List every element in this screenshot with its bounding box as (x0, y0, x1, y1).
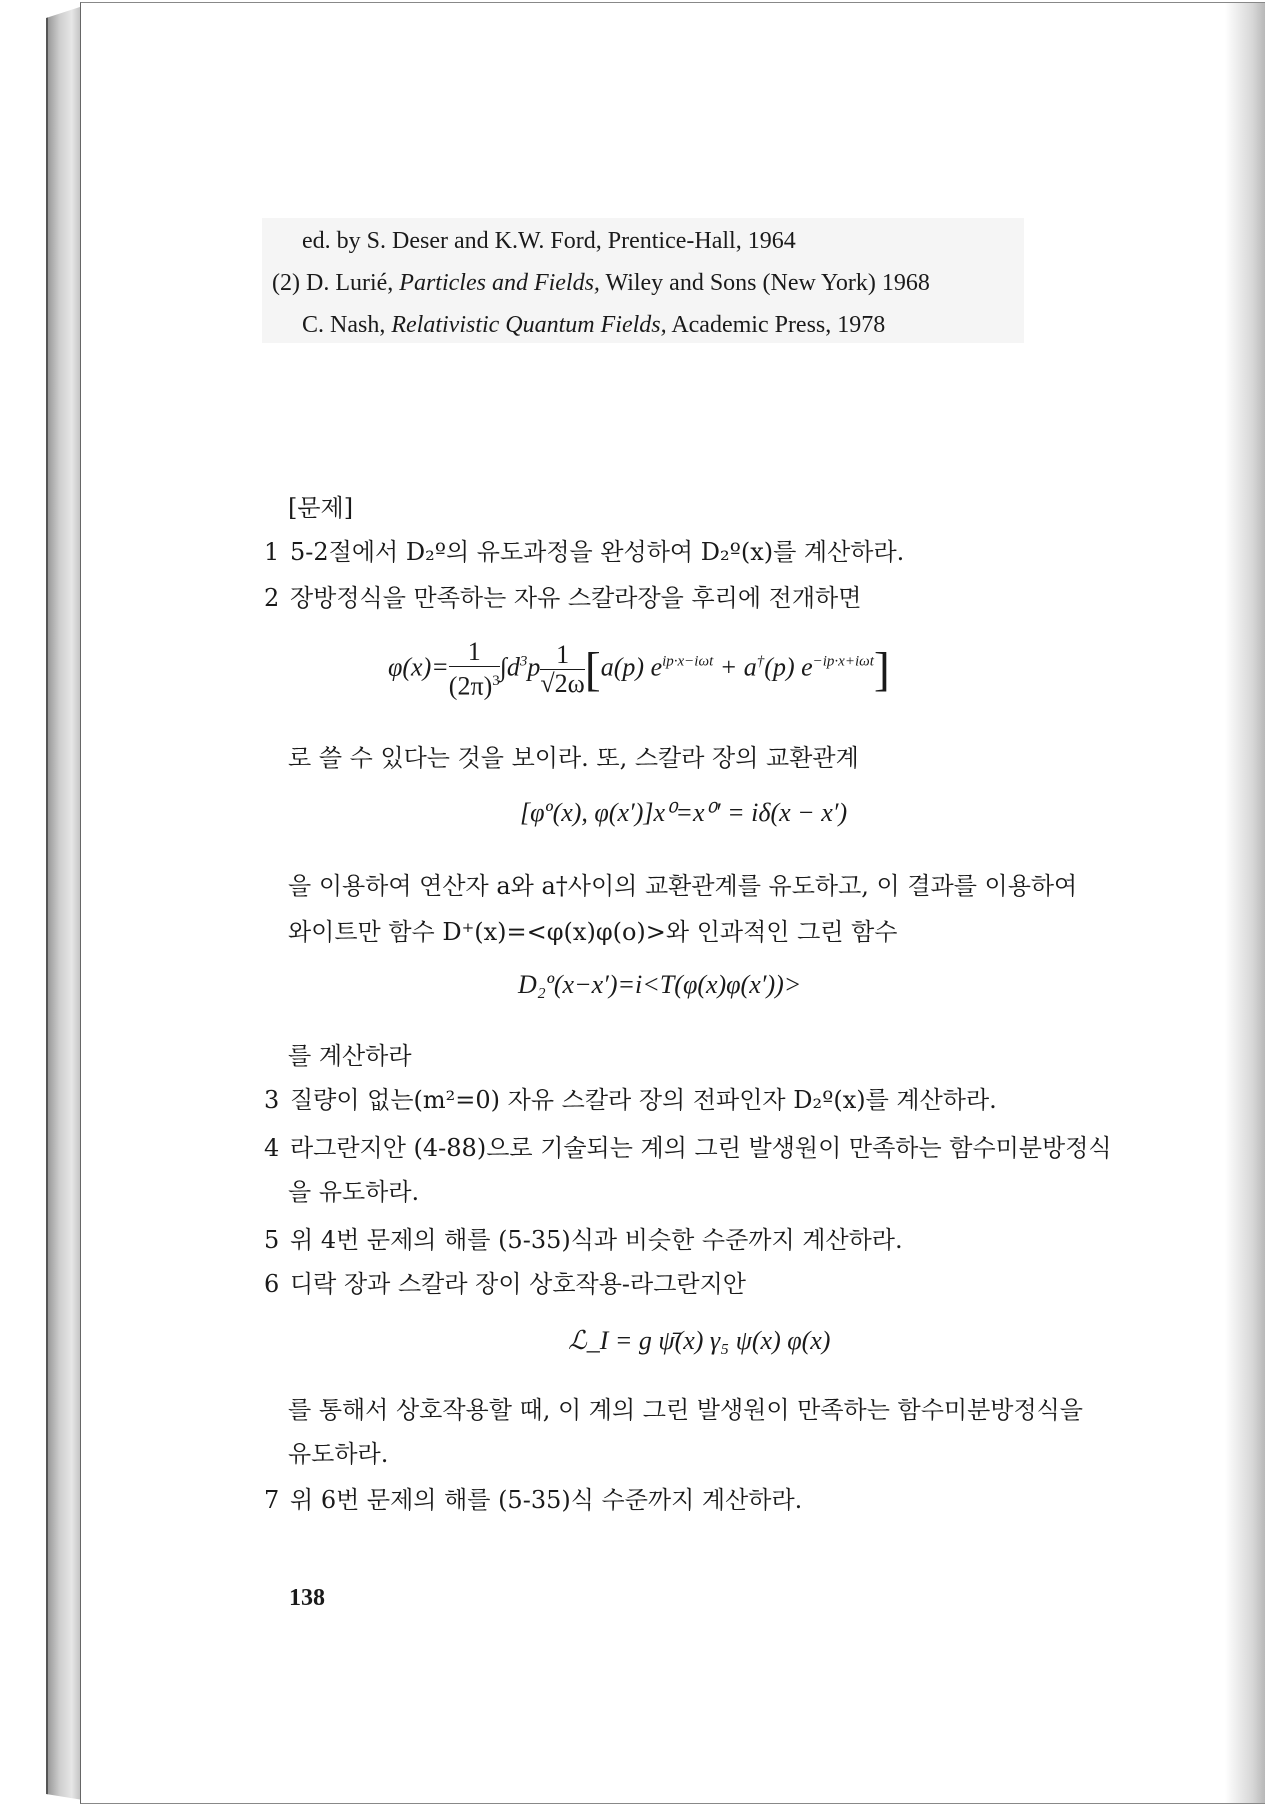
fourier-expansion-equation: φ(x)= $\frac{1}{(2\pi)^3}$ $\int d^3p$ $\frac{1}{√2\omega}$ [a(p) $e^{ip\cdot x-i\omega t} + a^\dagger(p)$ $e^{-ip\cdot x+i\omega t}$] (388, 637, 890, 701)
problem-5: 5 위 4번 문제의 해를 (5-35)식과 비슷한 수준까지 계산하라. (264, 1226, 903, 1254)
interaction-lagrangian-equation: ℒ_I = g ψ̄(x) γ₅ ψ(x) φ(x) (568, 1326, 831, 1355)
problem-1: 1 5-2절에서 D₂º의 유도과정을 완성하여 D₂º(x)를 계산하라. (264, 538, 905, 566)
green-function-equation: D₂º(x−x′)=i<T(φ(x)φ(x′))> (518, 970, 802, 999)
problem-2-text: 를 계산하라 (288, 1042, 412, 1070)
problem-3: 3 질량이 없는(m²=0) 자유 스칼라 장의 전파인자 D₂º(x)를 계산하라. (264, 1086, 997, 1114)
problem-2: 2 장방정식을 만족하는 자유 스칼라장을 후리에 전개하면 (264, 584, 862, 612)
commutation-relation-equation: [φº(x), φ(x′)]x⁰=x⁰′ = iδ(x − x′) (520, 798, 848, 827)
book-spine (46, 6, 83, 1800)
problems-heading: [문제] (288, 494, 354, 522)
problem-4-text: 을 유도하라. (288, 1178, 420, 1206)
problem-7: 7 위 6번 문제의 해를 (5-35)식 수준까지 계산하라. (264, 1486, 803, 1514)
page-number: 138 (289, 1585, 325, 1611)
problem-4: 4 라그란지안 (4-88)으로 기술되는 계의 그린 발생원이 만족하는 함수미분방정식 (264, 1134, 1112, 1162)
reference-line: C. Nash, Relativistic Quantum Fields, Academic Press, 1978 (302, 312, 886, 338)
reference-line: (2) D. Lurié, Particles and Fields, Wiley and Sons (New York) 1968 (272, 270, 930, 296)
reference-line: ed. by S. Deser and K.W. Ford, Prentice-Hall, 1964 (302, 228, 796, 254)
references-block (262, 218, 1024, 343)
problem-2-text: 을 이용하여 연산자 a와 a†사이의 교환관계를 유도하고, 이 결과를 이용하여 (288, 872, 1078, 900)
problem-2-text: 와이트만 함수 D⁺(x)=<φ(x)φ(o)>와 인과적인 그린 함수 (288, 918, 898, 946)
problem-6-text: 를 통해서 상호작용할 때, 이 계의 그린 발생원이 만족하는 함수미분방정식을 (288, 1396, 1083, 1424)
page-edge-shadow (1225, 3, 1265, 1803)
problem-6: 6 디락 장과 스칼라 장이 상호작용-라그란지안 (264, 1270, 746, 1298)
problem-2-text: 로 쓸 수 있다는 것을 보이라. 또, 스칼라 장의 교환관계 (288, 744, 859, 772)
problem-6-text: 유도하라. (288, 1440, 389, 1468)
